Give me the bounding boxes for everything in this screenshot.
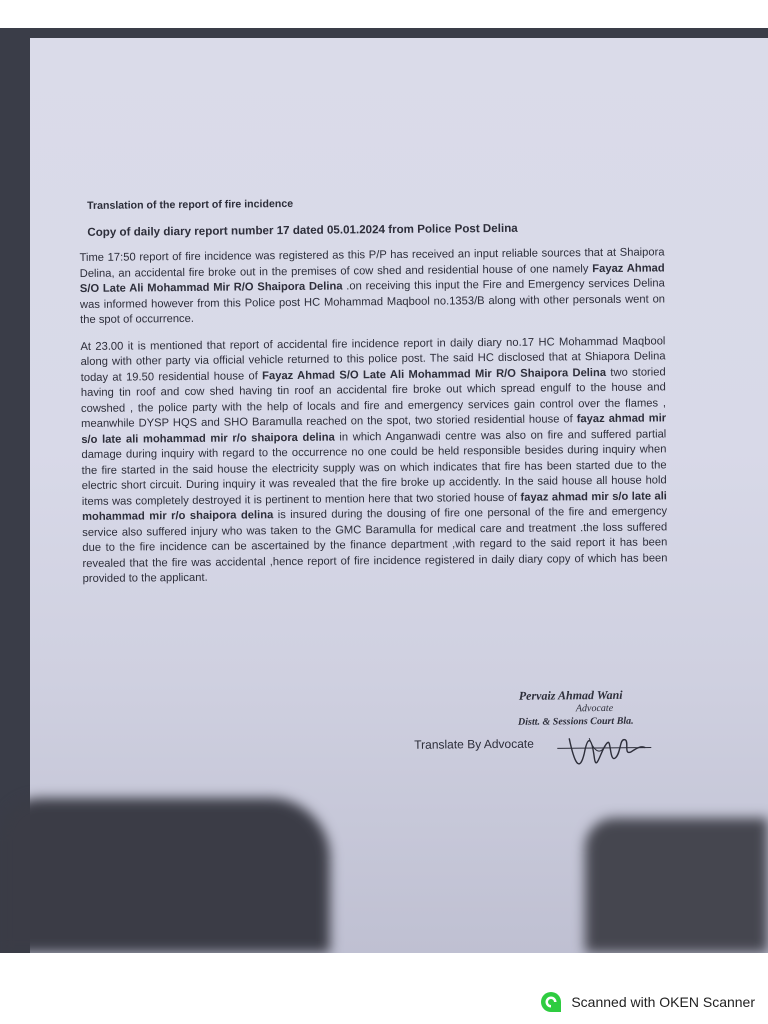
paragraph-1: [79, 245, 665, 328]
scanner-footer: [0, 953, 768, 1024]
bold-text-run: fayaz ahmad mir s/o late ali mohammad mir r/o shaipora delina: [81, 412, 667, 446]
text-run: Time 17:50 report of fire incidence was registered as this P/P has received an input reliable sources that at Shaipora Delina, an accidental fire broke out in the premises of cow shed and residential house of one namely: [79, 246, 665, 280]
bold-text-run: Fayaz Ahmad S/O Late Ali Mohammad Mir R/O Shaipora Delina: [79, 261, 665, 295]
text-run: two storied having tin roof and cow shed having tin roof an accidental fire broke out which spread engulf to the house and cowshed , the police party with the help of locals and fire and emergency services gain control over the flames , meanwhile DYSP HQS and SHO Baramulla reached on the spot, two storied residential house of: [80, 365, 667, 430]
document-body: [79, 194, 668, 752]
document-title: Translation of the report of fire incidence: [86, 197, 294, 212]
paragraph-2: [80, 334, 667, 588]
stamp-title: Advocate: [575, 702, 614, 715]
scanner-watermark: [539, 990, 755, 1014]
text-run: At 23.00 it is mentioned that report of accidental fire incidence report in daily diary no.17 HC Mohammad Maqbool along with other party via official vehicle returned to this police post. The said HC disclosed that at Shiapora Delina today at 19.50 residential house of: [80, 334, 666, 384]
shadow-left: [0, 798, 330, 953]
text-run: is insured during the dousing of fire one personal of the fire and emergency service also suffered injury who was taken to the GMC Baramulla for medical care and treatment .the loss suffered due to the fire incidence can be ascertained by the finance department ,with regard to the said report it has been revealed that the fire was accidental ,hence report of fire incidence registered in daily diary copy of which has been provided to the applicant.: [82, 505, 668, 585]
scanned-photo: [0, 28, 768, 953]
bold-text-run: Fayaz Ahmad S/O Late Ali Mohammad Mir R/O Shaipora Delina: [262, 366, 607, 382]
handwritten-signature: [549, 717, 660, 778]
document-subtitle: Copy of daily diary report number 17 dated 05.01.2024 from Police Post Delina: [87, 221, 518, 239]
bold-text-run: fayaz ahmad mir s/o late ali mohammad mir r/o shaipora delina: [81, 489, 667, 523]
oken-scanner-logo-icon: [539, 990, 563, 1014]
stamp-court: Distt. & Sessions Court Bla.: [517, 715, 634, 728]
text-run: in which Anganwadi centre was also on fire and suffered partial damage during inquiry with regard to the occurrence no one could be held responsible besides during inquiry when the fire started in the said house the electricity supply was on which indicates that fire has been started due to the electric short circuit. During inquiry it was revealed that the fire broke up accidently. In the said house all house hold items was completely destroyed it is pertinent to mention here that two storied house of: [81, 427, 667, 508]
translated-by: Translate By Advocate: [414, 736, 534, 752]
text-run: .on receiving this input the Fire and Emergency services Delina was informed however from this Police post HC Mohammad Maqbool no.1353/B along with other personals went on the spot of occurrence.: [79, 277, 666, 326]
signature-block: [414, 687, 675, 799]
shadow-right: [585, 818, 768, 953]
scanner-label: Scanned with OKEN Scanner: [571, 994, 755, 1010]
stamp-name: Pervaiz Ahmad Wani: [518, 687, 623, 703]
